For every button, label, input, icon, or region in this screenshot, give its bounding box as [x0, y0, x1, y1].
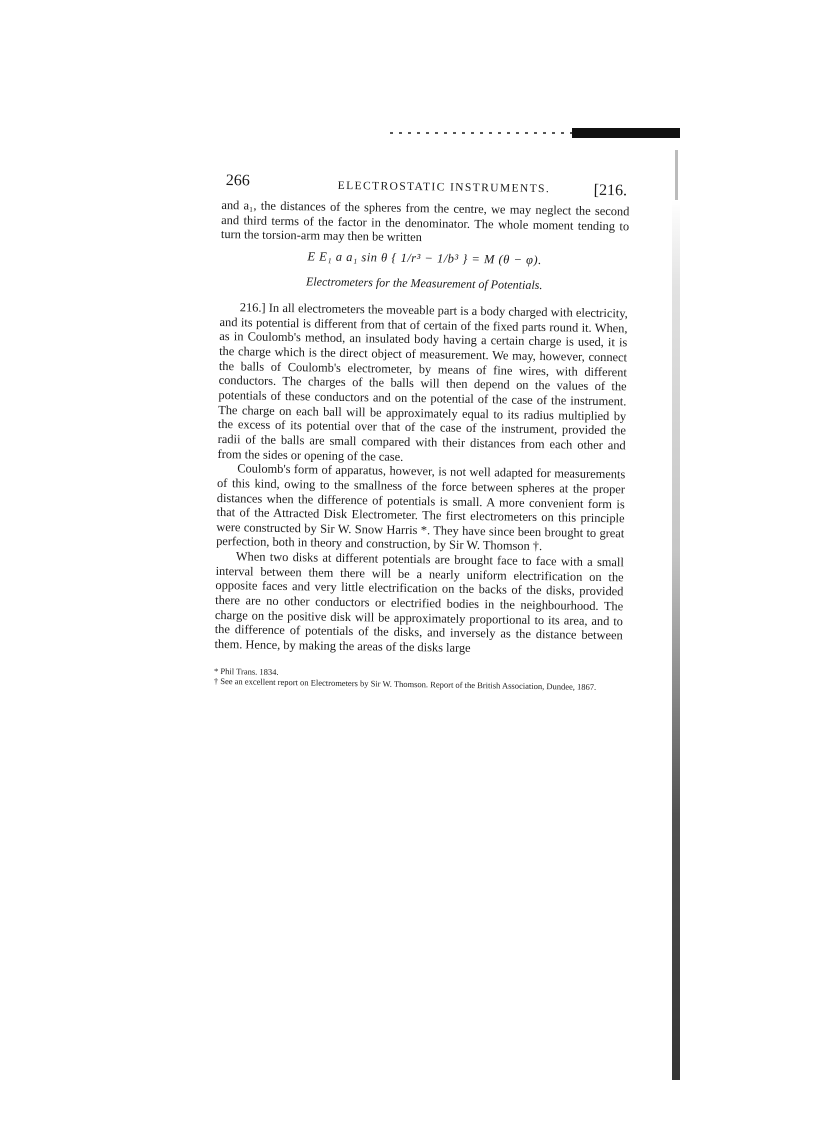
running-header	[222, 168, 630, 204]
torsion-formula: E E₁ a a₁ sin θ { 1/r³ − 1/b³ } = M (θ − φ).	[307, 249, 542, 268]
footnote-2: † See an excellent report on Electrometers by Sir W. Thomson. Report of the British Association, Dundee, 1867.	[213, 676, 597, 693]
scan-artifact-top-fade	[390, 132, 572, 134]
scan-artifact-right-top	[675, 150, 678, 200]
footnote-1: * Phil Trans. 1834.	[214, 665, 279, 677]
page-number: 266	[225, 172, 250, 190]
paragraph-coulomb: Coulomb's form of apparatus, however, is not well adapted for measurements of this kind, owing to the smallness of the force between spheres at the proper distances when the difference of potentials is small. A more convenient form is that of the Attracted Disk Electrometer. The first electrometers on this principle were constructed by Sir W. Snow Harris *. They have since been brought to great perfection, both in theory and construction, by Sir W. Thomson †.	[216, 461, 626, 554]
footnotes	[214, 666, 622, 693]
running-title: ELECTROSTATIC INSTRUMENTS.	[337, 179, 551, 196]
scan-artifact-right-edge	[672, 200, 680, 1080]
paragraph-216: 216.] In all electrometers the moveable part is a body charged with electricity, and its potential is different from that of certain of the fixed parts round it. When, as in Coulomb's method, an insulated body having a certain charge is used, it is the charge which is the direct object of measurement. We may, however, connect the balls of Coulomb's electrometer, by means of fine wires, with different conductors. The charges of the balls will then depend on the values of the potentials of these conductors and on the potential of the case of the instrument. The charge on each ball will be approximately equal to its radius multiplied by the excess of its potential over that of the case of the instrument, provided the radii of the balls are small compared with their distances from each other and from the sides or opening of the case.	[217, 300, 628, 464]
scan-artifact-top-bar	[572, 128, 680, 138]
paragraph-disks: When two disks at different potentials are brought face to face with a small interval between them there will be a nearly uniform electrification on the opposite faces and very little electrification on the backs of the disks, provided there are no other conductors or electrified bodies in the neighbourhood. The charge on the positive disk will be approximately proportional to its area, and to the difference of potentials of the disks, and inversely as the distance between them. Hence, by making the areas of the disks large	[214, 549, 624, 656]
intro-paragraph: and a₁, the distances of the spheres from the centre, we may neglect the second and third terms of the factor in the denominator. The whole moment tending to turn the torsion-arm may then be written	[220, 197, 630, 245]
section-marker: [216.	[593, 181, 628, 200]
page-content	[214, 168, 630, 693]
section-heading: Electrometers for the Measurement of Potentials.	[305, 274, 543, 293]
